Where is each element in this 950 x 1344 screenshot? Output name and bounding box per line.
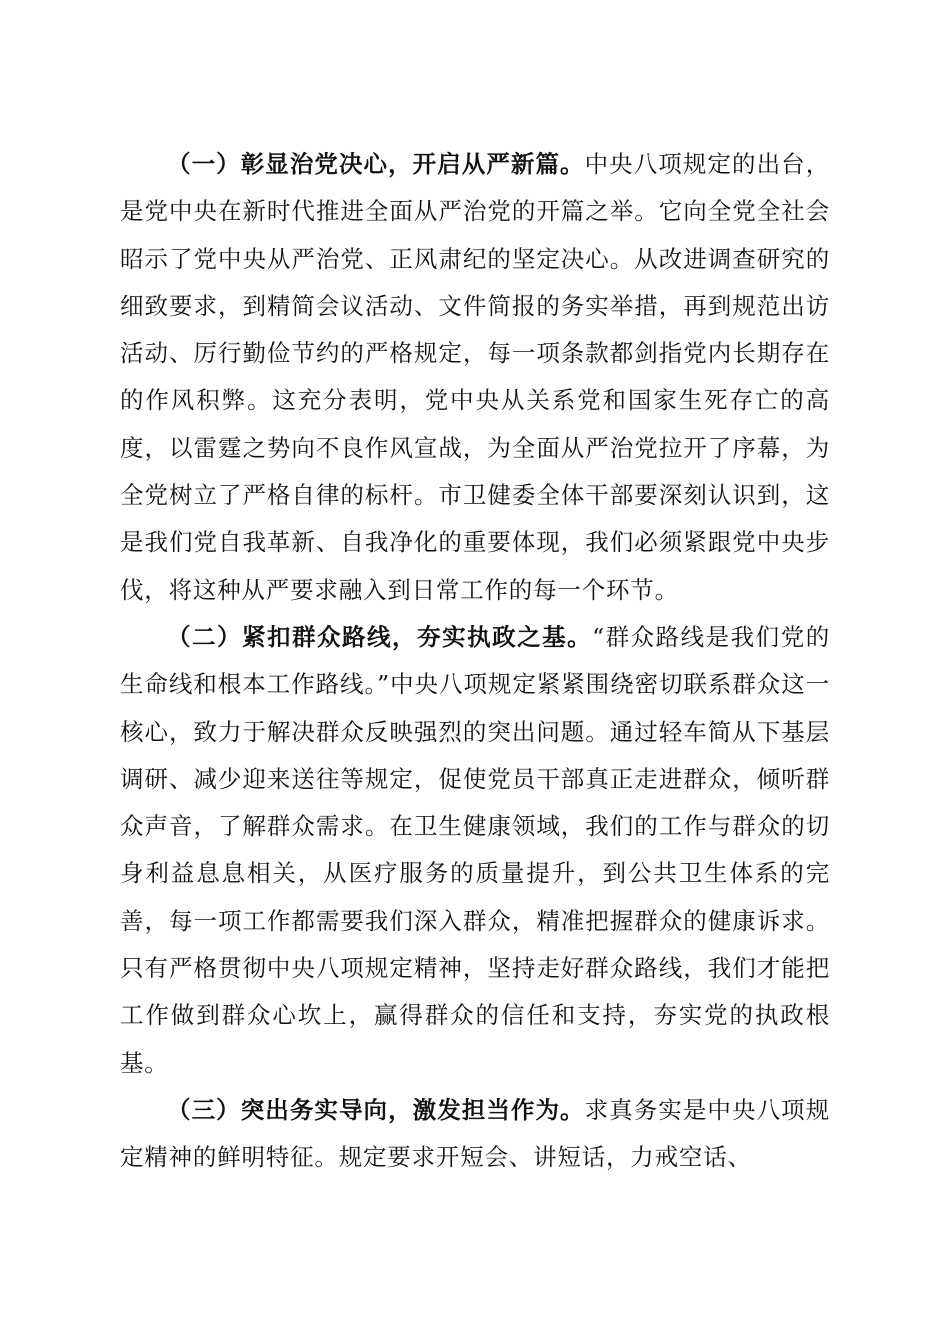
paragraph-3-body: 求真务实是中央八项规定精神的鲜明特征。规定要求开短会、讲短话，力戒空话、 <box>120 1095 830 1172</box>
paragraph-1-heading: （一）彰显治党决心，开启从严新篇。 <box>167 150 585 178</box>
paragraph-1-body: 中央八项规定的出台，是党中央在新时代推进全面从严治党的开篇之举。它向全党全社会昭示了党中央从严治党、正风肃纪的坚定决心。从改进调查研究的细致要求，到精简会议活动、文件简报的务实举措，再到规范出访活动、厉行勤俭节约的严格规定，每一项条款都剑指党内长期存在的作风积弊。这充分表明，党中央从关系党和国家生死存亡的高度，以雷霆之势向不良作风宣战，为全面从严治党拉开了序幕，为全党树立了严格自律的标杆。市卫健委全体干部要深刻认识到，这是我们党自我革新、自我净化的重要体现，我们必须紧跟党中央步伐，将这种从严要求融入到日常工作的每一个环节。 <box>120 150 830 604</box>
paragraph-2-body: “群众路线是我们党的生命线和根本工作路线。”中央八项规定紧紧围绕密切联系群众这一核心，致力于解决群众反映强烈的突出问题。通过轻车简从下基层调研、减少迎来送往等规定，促使党员干部真正走进群众，倾听群众声音，了解群众需求。在卫生健康领域，我们的工作与群众的切身利益息息相关，从医疗服务的质量提升，到公共卫生体系的完善，每一项工作都需要我们深入群众，精准把握群众的健康诉求。只有严格贯彻中央八项规定精神，坚持走好群众路线，我们才能把工作做到群众心坎上，赢得群众的信任和支持，夯实党的执政根基。 <box>120 622 830 1077</box>
paragraph-1 <box>120 141 830 614</box>
paragraph-2 <box>120 614 830 1087</box>
paragraph-3 <box>120 1087 830 1182</box>
paragraph-2-heading: （二）紧扣群众路线，夯实执政之基。 <box>167 622 593 651</box>
document-page <box>120 141 830 1182</box>
paragraph-3-heading: （三）突出务实导向，激发担当作为。 <box>167 1095 585 1124</box>
